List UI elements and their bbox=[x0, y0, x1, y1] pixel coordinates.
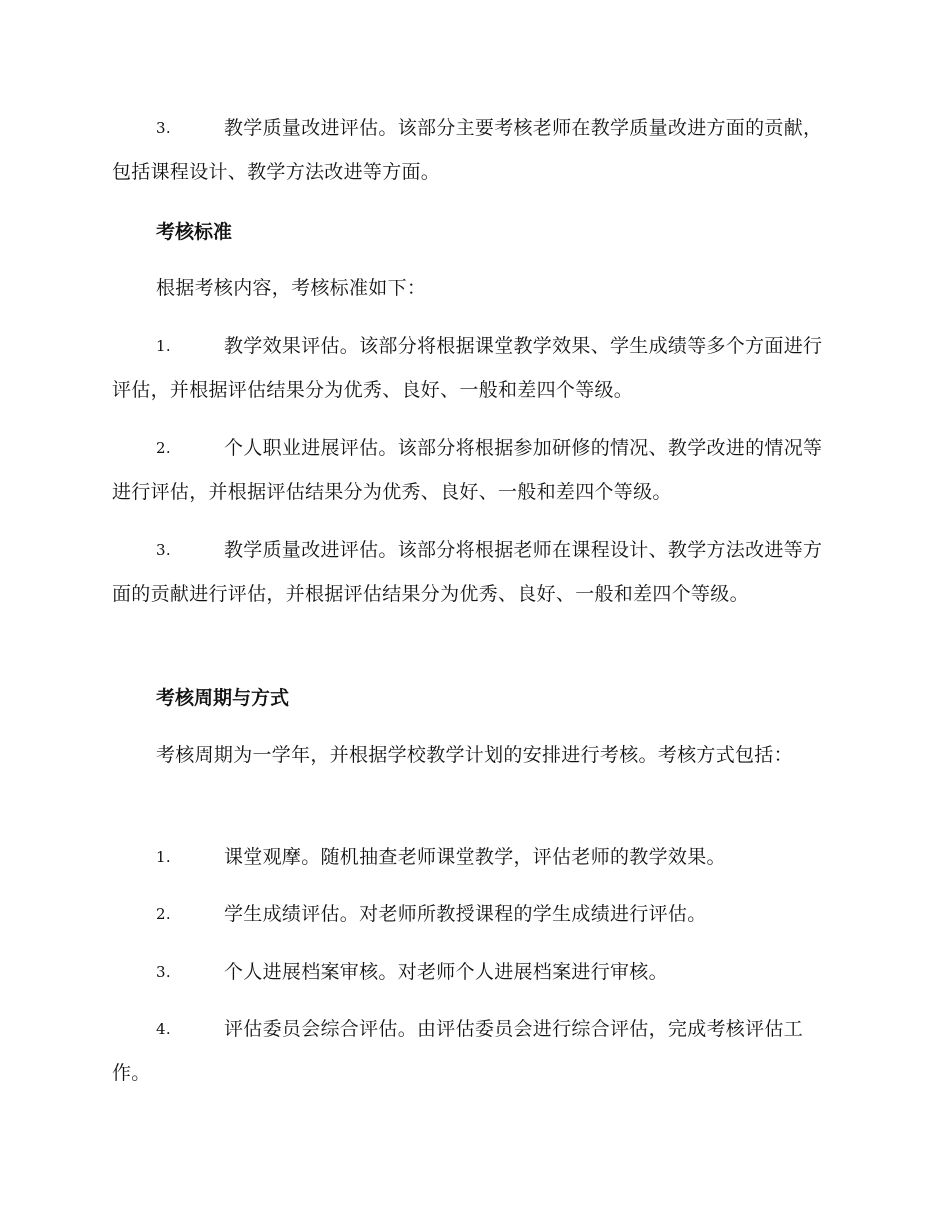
list-item bbox=[112, 835, 834, 879]
list-number: 2. bbox=[156, 905, 171, 923]
list-item-text: 教学效果评估。该部分将根据课堂教学效果、学生成绩等多个方面进行评估，并根据评估结果分为优秀、良好、一般和差四个等级。 bbox=[112, 335, 823, 401]
list-number: 1. bbox=[156, 337, 171, 355]
list-item-text: 个人职业进展评估。该部分将根据参加研修的情况、教学改进的情况等进行评估，并根据评估结果分为优秀、良好、一般和差四个等级。 bbox=[112, 437, 823, 503]
list-item bbox=[112, 426, 834, 514]
list-item-text: 个人进展档案审核。对老师个人进展档案进行审核。 bbox=[224, 961, 668, 983]
list-number: 2. bbox=[156, 439, 171, 457]
section-heading: 考核周期与方式 bbox=[156, 687, 290, 709]
paragraph: 根据考核内容，考核标准如下： bbox=[156, 277, 427, 299]
section-heading: 考核标准 bbox=[156, 221, 233, 243]
list-number: 3. bbox=[156, 541, 171, 559]
list-item-text: 评估委员会综合评估。由评估委员会进行综合评估，完成考核评估工作。 bbox=[112, 1018, 804, 1084]
paragraph: 考核周期为一学年，并根据学校教学计划的安排进行考核。考核方式包括： bbox=[156, 744, 793, 766]
list-item-text: 教学质量改进评估。该部分主要考核老师在教学质量改进方面的贡献，包括课程设计、教学方法改进等方面。 bbox=[112, 117, 823, 183]
list-item bbox=[112, 950, 834, 994]
list-number: 3. bbox=[156, 963, 171, 981]
list-item bbox=[112, 528, 834, 616]
list-item-text: 课堂观摩。随机抽查老师课堂教学，评估老师的教学效果。 bbox=[224, 846, 726, 868]
list-number: 1. bbox=[156, 848, 171, 866]
list-item bbox=[112, 892, 834, 936]
list-number: 4. bbox=[156, 1020, 171, 1038]
list-item-text: 学生成绩评估。对老师所教授课程的学生成绩进行评估。 bbox=[224, 903, 707, 925]
list-item bbox=[112, 1007, 834, 1095]
list-item bbox=[112, 106, 834, 194]
list-number: 3. bbox=[156, 119, 171, 137]
list-item bbox=[112, 324, 834, 412]
list-item-text: 教学质量改进评估。该部分将根据老师在课程设计、教学方法改进等方面的贡献进行评估，并根据评估结果分为优秀、良好、一般和差四个等级。 bbox=[112, 539, 823, 605]
